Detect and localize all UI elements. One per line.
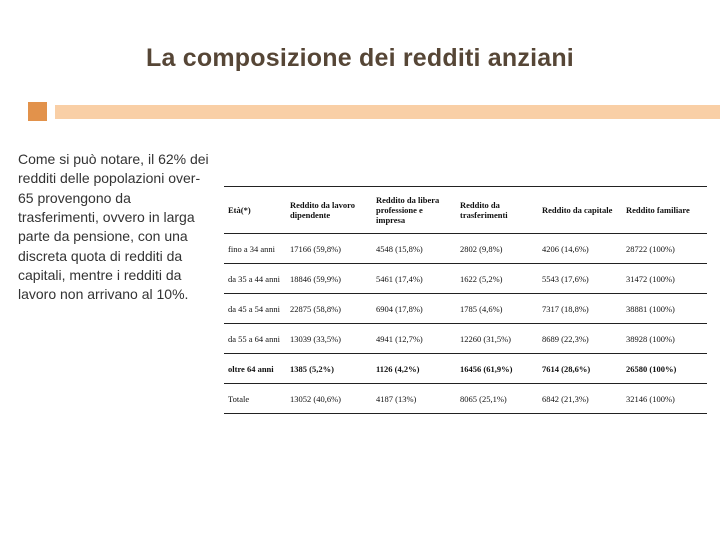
table-row (224, 324, 707, 354)
table-cell: 13039 (33,5%) (286, 324, 372, 354)
table-cell: 5543 (17,6%) (538, 264, 622, 294)
table-cell: 18846 (59,9%) (286, 264, 372, 294)
table-cell: 1385 (5,2%) (286, 354, 372, 384)
table-cell: 22875 (58,8%) (286, 294, 372, 324)
table-row-label: oltre 64 anni (224, 354, 286, 384)
income-table (224, 186, 707, 414)
table-cell: 2802 (9,8%) (456, 234, 538, 264)
table-row-label: da 45 a 54 anni (224, 294, 286, 324)
table-cell: 26580 (100%) (622, 354, 707, 384)
table-header-cell: Reddito da trasferimenti (456, 187, 538, 234)
table-cell: 4941 (12,7%) (372, 324, 456, 354)
table-cell: 4187 (13%) (372, 384, 456, 414)
table-row-label: Totale (224, 384, 286, 414)
table-row (224, 264, 707, 294)
table-row (224, 354, 707, 384)
table-header-cell: Reddito da capitale (538, 187, 622, 234)
income-table-container (224, 186, 707, 414)
table-cell: 1622 (5,2%) (456, 264, 538, 294)
table-cell: 6904 (17,8%) (372, 294, 456, 324)
table-cell: 7317 (18,8%) (538, 294, 622, 324)
table-cell: 17166 (59,8%) (286, 234, 372, 264)
table-header-cell: Reddito familiare (622, 187, 707, 234)
table-row-label: da 35 a 44 anni (224, 264, 286, 294)
slide-title: La composizione dei redditi anziani (146, 44, 574, 72)
table-cell: 5461 (17,4%) (372, 264, 456, 294)
table-header-cell: Reddito da lavoro dipendente (286, 187, 372, 234)
table-cell: 13052 (40,6%) (286, 384, 372, 414)
accent-bar-shape (55, 105, 720, 119)
table-cell: 38881 (100%) (622, 294, 707, 324)
table-cell: 32146 (100%) (622, 384, 707, 414)
table-row (224, 234, 707, 264)
table-cell: 12260 (31,5%) (456, 324, 538, 354)
table-row-label: fino a 34 anni (224, 234, 286, 264)
table-row-label: da 55 a 64 anni (224, 324, 286, 354)
table-cell: 1126 (4,2%) (372, 354, 456, 384)
table-cell: 38928 (100%) (622, 324, 707, 354)
income-table-body (224, 234, 707, 414)
table-header-cell: Reddito da libera professione e impresa (372, 187, 456, 234)
table-row (224, 294, 707, 324)
table-cell: 8689 (22,3%) (538, 324, 622, 354)
table-cell: 31472 (100%) (622, 264, 707, 294)
income-table-head (224, 187, 707, 234)
table-cell: 4548 (15,8%) (372, 234, 456, 264)
table-cell: 16456 (61,9%) (456, 354, 538, 384)
table-cell: 4206 (14,6%) (538, 234, 622, 264)
accent-square-shape (28, 102, 47, 121)
table-row (224, 384, 707, 414)
table-cell: 28722 (100%) (622, 234, 707, 264)
table-header-cell: Età(*) (224, 187, 286, 234)
slide-body-text: Come si può notare, il 62% dei redditi delle popolazioni over-65 provengono da trasferimenti, ovvero in larga parte da pensione, con una discreta quota di redditi da capitali, mentre i redditi da lavoro non arrivano al 10%. (18, 151, 209, 303)
table-cell: 7614 (28,6%) (538, 354, 622, 384)
table-cell: 1785 (4,6%) (456, 294, 538, 324)
table-header-row (224, 187, 707, 234)
table-cell: 8065 (25,1%) (456, 384, 538, 414)
table-cell: 6842 (21,3%) (538, 384, 622, 414)
